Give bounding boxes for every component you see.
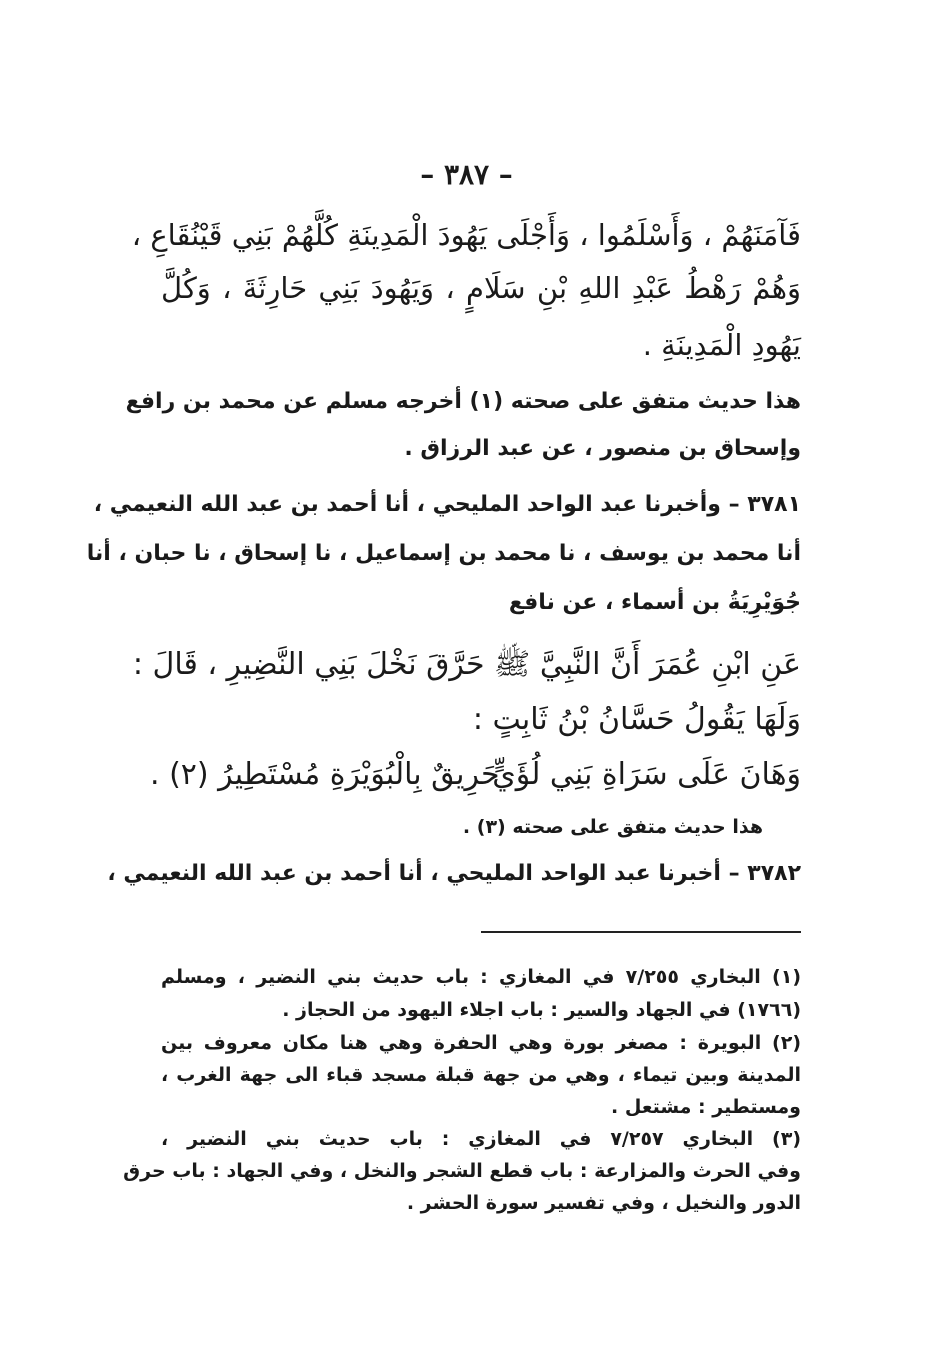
footnote-separator — [481, 931, 801, 933]
commentary-line-1: هذا حديث متفق على صحته (١) أخرجه مسلم عن محمد بن رافع — [125, 389, 801, 414]
footnote-2-line-3: ومستطير : مشتعل . — [611, 1096, 801, 1118]
footnote-3-line-3: الدور والنخيل ، وفي تفسير سورة الحشر . — [406, 1192, 801, 1214]
footnote-1-line-1: (١) البخاري ٧/٢٥٥ في المغازي : باب حديث بني النضير ، ومسلم — [161, 966, 801, 988]
isnad-line-1: ٣٧٨١ – وأخبرنا عبد الواحد المليحي ، أنا أحمد بن عبد الله النعيمي ، — [93, 492, 801, 517]
footnote-2-line-1: (٢) البويرة : مصغر بورة وهي الحفرة وهي هنا مكان معروف بين — [161, 1032, 801, 1054]
footnote-2-line-2: المدينة وبين تيماء ، وهي من جهة قبلة مسجد قباء الى جهة الغرب ، — [161, 1064, 801, 1086]
grading-note: هذا حديث متفق على صحته (٣) . — [462, 816, 763, 838]
footnote-3-line-2: وفي الحرث والمزارعة : باب قطع الشجر والنخل ، وفي الجهاد : باب حرق — [123, 1160, 801, 1182]
hadith-text-line-2: وَهُمْ رَهْطُ عَبْدِ اللهِ بْنِ سَلَامٍ ، وَيَهُودَ بَنِي حَارِثَةَ ، وَكُلَّ — [161, 271, 801, 305]
page-number: – ٣٨٧ – — [420, 158, 513, 191]
poetry-verse-first-hemistich: وَهَانَ عَلَى سَرَاةِ بَنِي لُؤَيٍّ — [492, 757, 801, 792]
isnad-line-next: ٣٧٨٢ – أخبرنا عبد الواحد المليحي ، أنا أحمد بن عبد الله النعيمي ، — [107, 861, 801, 886]
hadith-text-line-1: فَآمَنَهُمْ ، وَأَسْلَمُوا ، وَأَجْلَى يَهُودَ الْمَدِينَةِ كُلَّهُمْ بَنِي قَيْنُقَاعِ ، — [131, 218, 801, 252]
footnote-3-line-1: (٣) البخاري ٧/٢٥٧ في المغازي : باب حديث بني النضير ، — [161, 1128, 801, 1150]
matn-line-2: وَلَهَا يَقُولُ حَسَّانُ بْنُ ثَابِتٍ : — [472, 702, 801, 737]
poetry-verse-second-hemistich: حَرِيقٌ بِالْبُوَيْرَةِ مُسْتَطِيرُ (٢) . — [150, 757, 500, 792]
isnad-line-3: جُوَيْرِيَةُ بن أسماء ، عن نافع — [508, 590, 801, 615]
matn-line-1: عَنِ ابْنِ عُمَرَ أَنَّ النَّبِيَّ ﷺ حَرَّقَ نَخْلَ بَنِي النَّضِيرِ ، قَالَ : — [132, 647, 801, 682]
footnote-1-line-2: (١٧٦٦) في الجهاد والسير : باب اجلاء اليهود من الحجاز . — [282, 999, 801, 1021]
hadith-text-line-3: يَهُودِ الْمَدِينَةِ . — [642, 328, 801, 362]
commentary-line-2: وإسحاق بن منصور ، عن عبد الرزاق . — [404, 436, 801, 461]
isnad-line-2: أنا محمد بن يوسف ، نا محمد بن إسماعيل ، نا إسحاق ، نا حبان ، أنا — [86, 541, 801, 566]
